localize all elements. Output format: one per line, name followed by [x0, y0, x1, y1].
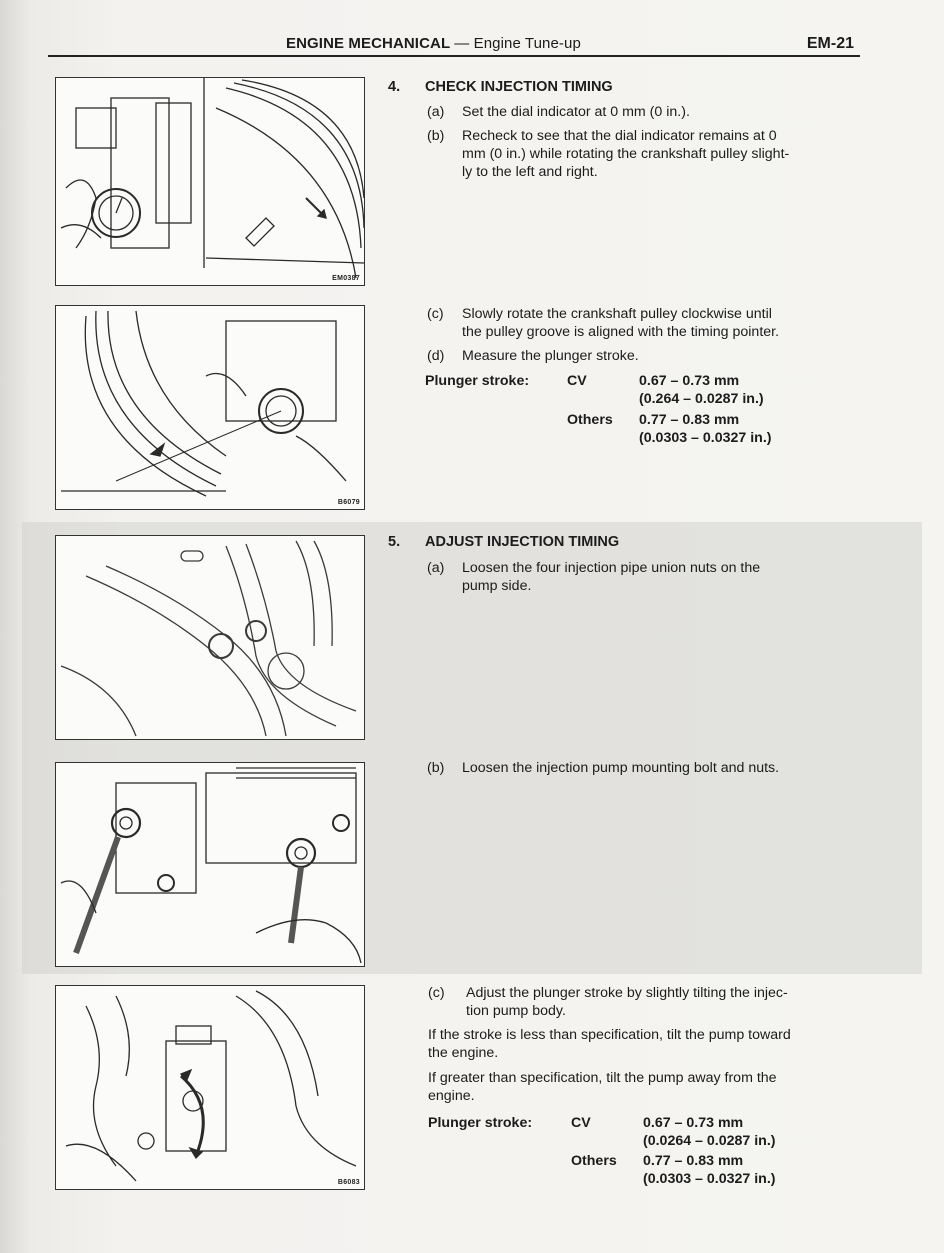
step-4a-text: Set the dial indicator at 0 mm (0 in.).: [462, 104, 690, 120]
spec-4-row2-name: Others: [567, 412, 613, 428]
figure-injection-pipes: [55, 535, 365, 740]
spec-4-row1-name: CV: [567, 373, 587, 389]
step-5-title: ADJUST INJECTION TIMING: [425, 534, 620, 550]
page-number: EM-21: [806, 35, 854, 52]
header-title: [286, 35, 581, 52]
step-5-note-greater-line1: If greater than specification, tilt the pump away from the: [428, 1070, 777, 1086]
step-4d-text: Measure the plunger stroke.: [462, 348, 639, 364]
step-4b-line3: ly to the left and right.: [462, 164, 598, 180]
figure-injection-pipes-drawing: [56, 536, 364, 739]
step-5-note-less-line1: If the stroke is less than specification, tilt the pump toward: [428, 1027, 791, 1043]
step-4c-line2: the pulley groove is aligned with the timing pointer.: [462, 324, 780, 340]
step-5a-line1: Loosen the four injection pipe union nuts on the: [462, 560, 761, 576]
figure-mounting-bolts: [55, 762, 365, 967]
step-5a-line2: pump side.: [462, 578, 532, 594]
step-4b-line1: Recheck to see that the dial indicator remains at 0: [462, 128, 777, 144]
step-4-title: CHECK INJECTION TIMING: [425, 79, 613, 95]
figure-mounting-bolts-drawing: [56, 763, 364, 966]
spec-4-row1-in: (0.264 – 0.0287 in.): [639, 391, 764, 407]
spec-5-label: Plunger stroke:: [428, 1115, 533, 1131]
step-5-note-greater-line2: engine.: [428, 1088, 475, 1104]
figure-tilt-pump-drawing: [56, 986, 364, 1189]
figure-plunger-stroke: [55, 305, 365, 510]
step-4c-letter: (c): [427, 306, 444, 322]
figure-code: B6079: [337, 499, 360, 506]
spec-4-row2-in: (0.0303 – 0.0327 in.): [639, 430, 772, 446]
step-4b-line2: mm (0 in.) while rotating the crankshaft pulley slight-: [462, 146, 790, 162]
step-5a-letter: (a): [427, 560, 445, 576]
step-4d-letter: (d): [427, 348, 445, 364]
step-5c-letter: (c): [428, 985, 445, 1001]
step-4b-letter: (b): [427, 128, 445, 144]
spec-4-row1-mm: 0.67 – 0.73 mm: [639, 373, 740, 389]
step-5c-line2: tion pump body.: [466, 1003, 566, 1019]
header-rule: [48, 55, 860, 57]
step-4a-letter: (a): [427, 104, 445, 120]
spec-5-row2-name: Others: [571, 1153, 617, 1169]
step-5c-line1: Adjust the plunger stroke by slightly tilting the injec-: [466, 985, 788, 1001]
spec-5-row2-in: (0.0303 – 0.0327 in.): [643, 1171, 776, 1187]
figure-dial-indicator-drawing: [56, 78, 364, 285]
spec-4-label: Plunger stroke:: [425, 373, 530, 389]
step-5-note-less-line2: the engine.: [428, 1045, 499, 1061]
step-5-number: 5.: [388, 534, 401, 550]
header-title-sub: — Engine Tune-up: [454, 35, 581, 52]
step-4-number: 4.: [388, 79, 401, 95]
spec-4-row2-mm: 0.77 – 0.83 mm: [639, 412, 740, 428]
figure-plunger-stroke-drawing: [56, 306, 364, 509]
step-5b-letter: (b): [427, 760, 445, 776]
figure-dial-indicator: [55, 77, 365, 286]
spec-5-row1-mm: 0.67 – 0.73 mm: [643, 1115, 744, 1131]
figure-tilt-pump: [55, 985, 365, 1190]
spec-5-row2-mm: 0.77 – 0.83 mm: [643, 1153, 744, 1169]
spec-5-row1-name: CV: [571, 1115, 591, 1131]
header-title-main: ENGINE MECHANICAL: [286, 35, 450, 52]
figure-code: EM0387: [332, 275, 360, 282]
figure-code: B6083: [337, 1179, 360, 1186]
step-4c-line1: Slowly rotate the crankshaft pulley clockwise until: [462, 306, 772, 322]
spec-5-row1-in: (0.0264 – 0.0287 in.): [643, 1133, 776, 1149]
step-5b-text: Loosen the injection pump mounting bolt and nuts.: [462, 760, 780, 776]
